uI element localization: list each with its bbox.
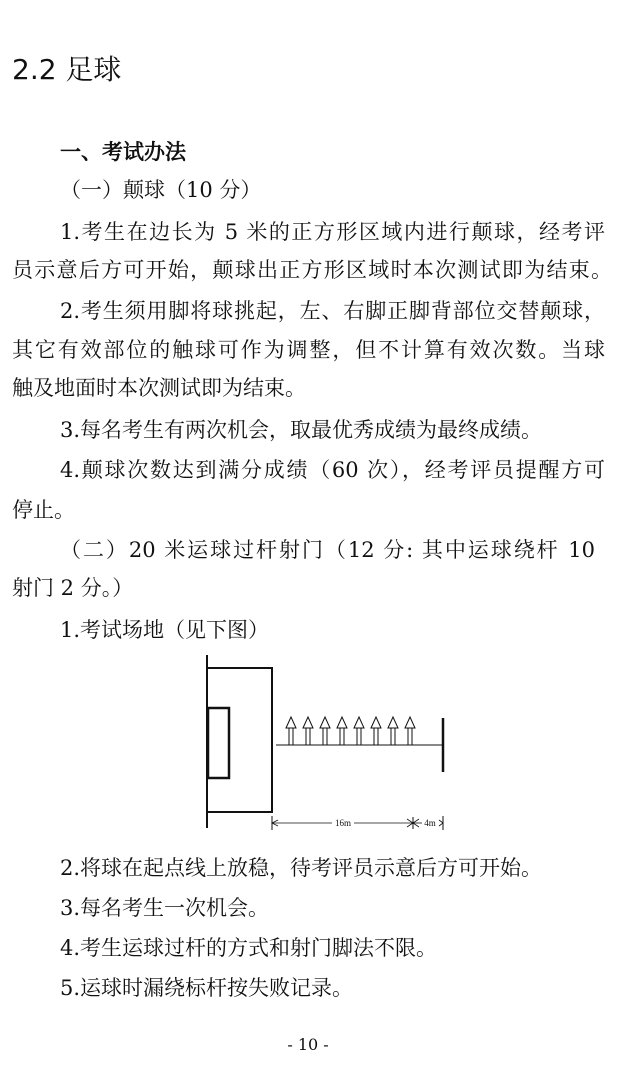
marker-pole xyxy=(388,717,398,745)
dimension-line xyxy=(272,816,443,830)
pole-shaft xyxy=(391,728,395,745)
part1-rule4-line2: 停止。 xyxy=(12,498,75,522)
pole-arrow-icon xyxy=(303,717,313,728)
goal-area xyxy=(208,708,229,778)
marker-pole xyxy=(286,717,296,745)
part1-rule2-line3: 触及地面时本次测试即为结束。 xyxy=(12,376,306,400)
marker-pole xyxy=(405,717,415,745)
marker-pole xyxy=(354,717,364,745)
part2-rule4: 4.考生运球过杆的方式和射门脚法不限。 xyxy=(60,936,438,960)
pole-shaft xyxy=(340,728,344,745)
part2-title-line2: 射门 2 分。） xyxy=(12,576,134,600)
pole-arrow-icon xyxy=(354,717,364,728)
distance-poles-label: 16m xyxy=(334,818,352,828)
marker-pole xyxy=(303,717,313,745)
marker-pole xyxy=(320,717,330,745)
field-diagram xyxy=(0,650,640,840)
pole-arrow-icon xyxy=(405,717,415,728)
pole-shaft xyxy=(408,728,412,745)
part1-rule2-line1: 2.考生须用脚将球挑起，左、右脚正脚背部位交替颠球， xyxy=(60,299,605,323)
part2-rule5: 5.运球时漏绕标杆按失败记录。 xyxy=(60,976,354,1000)
pole-shaft xyxy=(357,728,361,745)
pole-arrow-icon xyxy=(320,717,330,728)
part2-title-line1: （二）20 米运球过杆射门（12 分: 其中运球绕杆 10 xyxy=(60,538,595,562)
arrow-right-icon xyxy=(439,820,443,826)
part2-rule1: 1.考试场地（见下图） xyxy=(60,618,270,642)
marker-pole xyxy=(371,717,381,745)
pole-arrow-icon xyxy=(337,717,347,728)
page-number: - 10 - xyxy=(287,1035,329,1054)
pole-shaft xyxy=(306,728,310,745)
section-title: 一、考试办法 xyxy=(60,139,186,164)
marker-pole xyxy=(337,717,347,745)
pole-shaft xyxy=(374,728,378,745)
part1-rule2-line2: 其它有效部位的触球可作为调整，但不计算有效次数。当球 xyxy=(12,338,605,362)
part1-rule4-line1: 4.颠球次数达到满分成绩（60 次），经考评员提醒方可 xyxy=(60,458,605,482)
part1-rule1-line1: 1.考生在边长为 5 米的正方形区域内进行颠球，经考评 xyxy=(60,220,605,244)
part2-rule2: 2.将球在起点线上放稳，待考评员示意后方可开始。 xyxy=(60,856,543,880)
part1-title: （一）颠球（10 分） xyxy=(60,178,262,202)
pole-arrow-icon xyxy=(286,717,296,728)
part1-rule3-line1: 3.每名考生有两次机会，取最优秀成绩为最终成绩。 xyxy=(60,418,543,442)
pole-arrow-icon xyxy=(371,717,381,728)
pole-shaft xyxy=(289,728,293,745)
distance-start-label: 4m xyxy=(424,818,436,828)
pole-arrow-icon xyxy=(388,717,398,728)
part2-rule3: 3.每名考生一次机会。 xyxy=(60,896,270,920)
marker-poles xyxy=(286,717,415,745)
part1-rule1-line2: 员示意后方可开始，颠球出正方形区域时本次测试即为结束。 xyxy=(12,258,612,282)
pole-shaft xyxy=(323,728,327,745)
penalty-area xyxy=(207,668,272,812)
page-heading: 2.2 足球 xyxy=(12,53,122,86)
